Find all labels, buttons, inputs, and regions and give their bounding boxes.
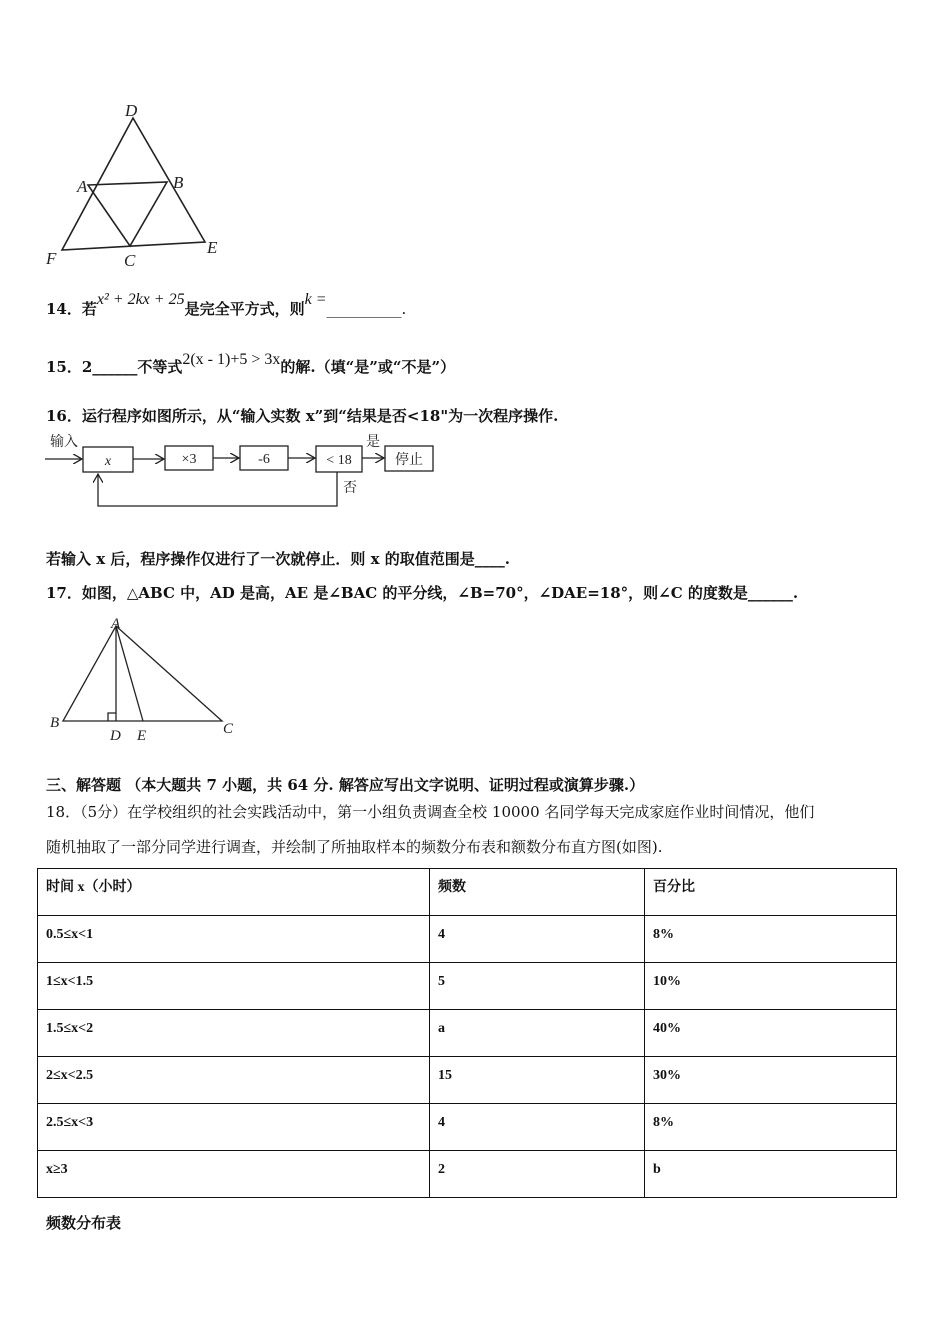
header-percent: 百分比 <box>645 869 897 916</box>
cell: 40% <box>645 1010 897 1057</box>
table-row <box>38 916 897 963</box>
q14-blank: __________. <box>326 300 407 318</box>
cell: 1.5≤x<2 <box>38 1010 430 1057</box>
header-frequency: 频数 <box>430 869 645 916</box>
cell: 8% <box>645 1104 897 1151</box>
question-18-line2: 随机抽取了一部分同学进行调查，并绘制了所抽取样本的频数分布表和额数分布直方图(如图). <box>46 838 663 856</box>
cell: 8% <box>645 916 897 963</box>
question-18-line1: 18．（5分）在学校组织的社会实践活动中，第一小组负责调查全校 10000 名同学每天完成家庭作业时间情况，他们 <box>46 803 815 821</box>
table-row <box>38 963 897 1010</box>
table-row <box>38 1104 897 1151</box>
flow-input-label: 输入 <box>50 435 78 450</box>
section-3-title: 三、解答题 （本大题共 7 小题，共 64 分. 解答应写出文字说明、证明过程或演算步骤.） <box>46 776 645 794</box>
header-time: 时间 x（小时） <box>38 869 430 916</box>
q14-number: 14．若 <box>46 300 97 318</box>
table-caption: 频数分布表 <box>46 1214 122 1232</box>
question-14 <box>46 291 407 319</box>
flow-yes: 是 <box>366 435 380 450</box>
cell: 2≤x<2.5 <box>38 1057 430 1104</box>
cell: x≥3 <box>38 1151 430 1198</box>
cell: 10% <box>645 963 897 1010</box>
question-15 <box>46 351 456 377</box>
cell: a <box>430 1010 645 1057</box>
q15-expression: 2(x - 1)+5 > 3x <box>182 351 281 368</box>
q14-text: 是完全平方式，则 <box>184 300 305 318</box>
label-C: C <box>223 721 234 737</box>
label-A: A <box>111 616 121 632</box>
frequency-table <box>37 868 897 1198</box>
q14-k: k = <box>304 291 327 308</box>
label-A: A <box>77 177 88 196</box>
question-16: 16．运行程序如图所示，从“输入实数 x”到“结果是否<18"为一次程序操作. <box>46 407 559 425</box>
flow-compare: < 18 <box>326 453 352 468</box>
label-E: E <box>207 238 218 257</box>
cell: 15 <box>430 1057 645 1104</box>
question-16-prompt: 若输入 x 后，程序操作仅进行了一次就停止．则 x 的取值范围是____. <box>46 550 510 568</box>
flow-x: x <box>104 454 112 469</box>
q15-number: 15．2 <box>46 358 93 376</box>
cell: b <box>645 1151 897 1198</box>
label-B: B <box>173 173 184 192</box>
flow-subtract: -6 <box>258 452 270 467</box>
triangle-figure-17 <box>63 626 222 721</box>
cell: 4 <box>430 1104 645 1151</box>
label-C: C <box>124 251 136 270</box>
q15-tail: 的解.（填“是”或“不是”） <box>280 358 456 376</box>
cell: 4 <box>430 916 645 963</box>
label-D: D <box>125 101 138 120</box>
label-B: B <box>50 715 60 731</box>
cell: 30% <box>645 1057 897 1104</box>
label-D: D <box>110 728 121 744</box>
q14-expression: x² + 2kx + 25 <box>96 291 185 308</box>
table-row <box>38 1151 897 1198</box>
flowchart <box>45 446 433 506</box>
cell: 0.5≤x<1 <box>38 916 430 963</box>
cell: 2 <box>430 1151 645 1198</box>
cell: 1≤x<1.5 <box>38 963 430 1010</box>
label-E: E <box>137 728 147 744</box>
question-17: 17．如图，△ABC 中，AD 是高，AE 是∠BAC 的平分线，∠B=70°，∠DAE=18°，则∠C 的度数是______. <box>46 584 799 602</box>
table-header <box>38 869 897 916</box>
flow-multiply: ×3 <box>181 452 197 467</box>
cell: 5 <box>430 963 645 1010</box>
q15-blank: ______ <box>92 358 138 376</box>
cell: 2.5≤x<3 <box>38 1104 430 1151</box>
q15-text: 不等式 <box>137 358 183 376</box>
label-F: F <box>46 249 57 268</box>
flow-stop: 停止 <box>395 453 423 468</box>
flow-no: 否 <box>343 481 357 496</box>
table-row <box>38 1057 897 1104</box>
table-row <box>38 1010 897 1057</box>
